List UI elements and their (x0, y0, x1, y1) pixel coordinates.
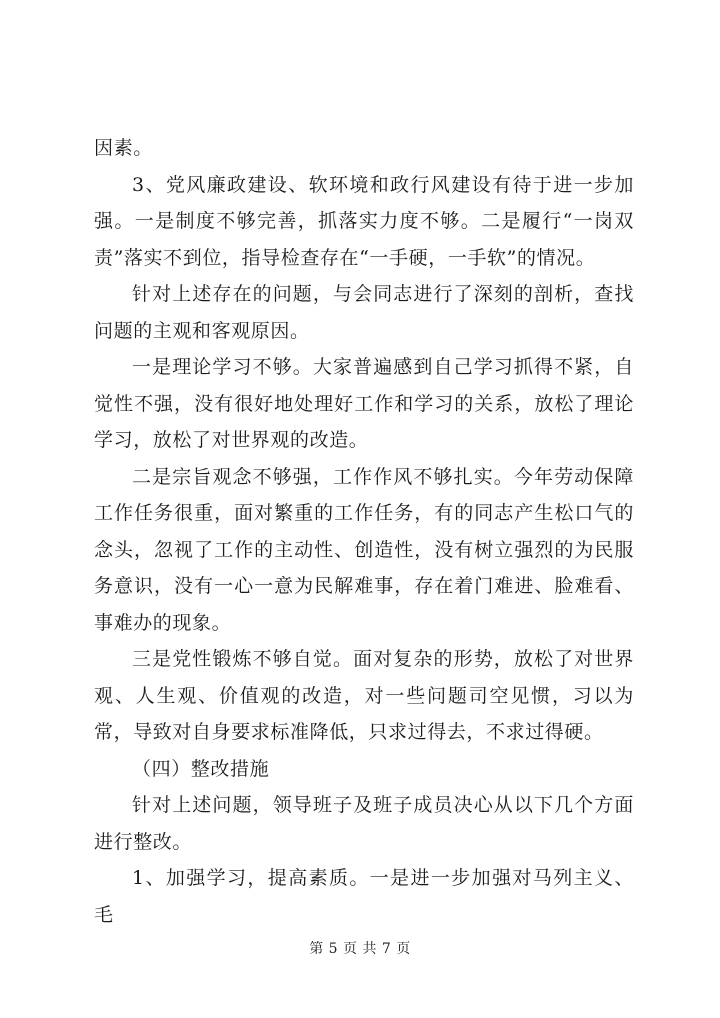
section-heading-rectification: （四）整改措施 (132, 757, 270, 780)
paragraph-purpose-concept: 二是宗旨观念不够强，工作作风不够扎实。今年劳动保障工作任务很重，面对繁重的工作任务，有的同志产生松口气的念头，忽视了工作的主动性、创造性，没有树立强烈的为民服务意识，没有一心一意为民解难事，存在着门难进、脸难看、事难办的现象。 (94, 465, 634, 634)
paragraph-analysis-intro: 针对上述存在的问题，与会同志进行了深刻的剖析，查找问题的主观和客观原因。 (94, 283, 634, 342)
paragraph-strengthen-study: 1、加强学习，提高素质。一是进一步加强对马列主义、毛 (94, 867, 634, 926)
paragraph-party-conduct: 3、党风廉政建设、软环境和政行风建设有待于进一步加强。一是制度不够完善，抓落实力度不够。二是履行“一岗双责”落实不到位，指导检查存在“一手硬，一手软”的情况。 (94, 173, 634, 269)
paragraph-continuation: 因素。 (94, 137, 153, 159)
paragraph-party-spirit: 三是党性锻炼不够自觉。面对复杂的形势，放松了对世界观、人生观、价值观的改造，对一些问题司空见惯，习以为常，导致对自身要求标准降低，只求过得去，不求过得硬。 (94, 648, 634, 743)
page-number-footer: 第 5 页 共 7 页 (309, 941, 411, 957)
paragraph-theory-study: 一是理论学习不够。大家普遍感到自己学习抓得不紧，自觉性不强，没有很好地处理好工作和学习的关系，放松了理论学习，放松了对世界观的改造。 (94, 356, 634, 451)
document-body (94, 130, 634, 933)
paragraph-rectification-intro: 针对上述问题，领导班子及班子成员决心从以下几个方面进行整改。 (94, 794, 634, 853)
